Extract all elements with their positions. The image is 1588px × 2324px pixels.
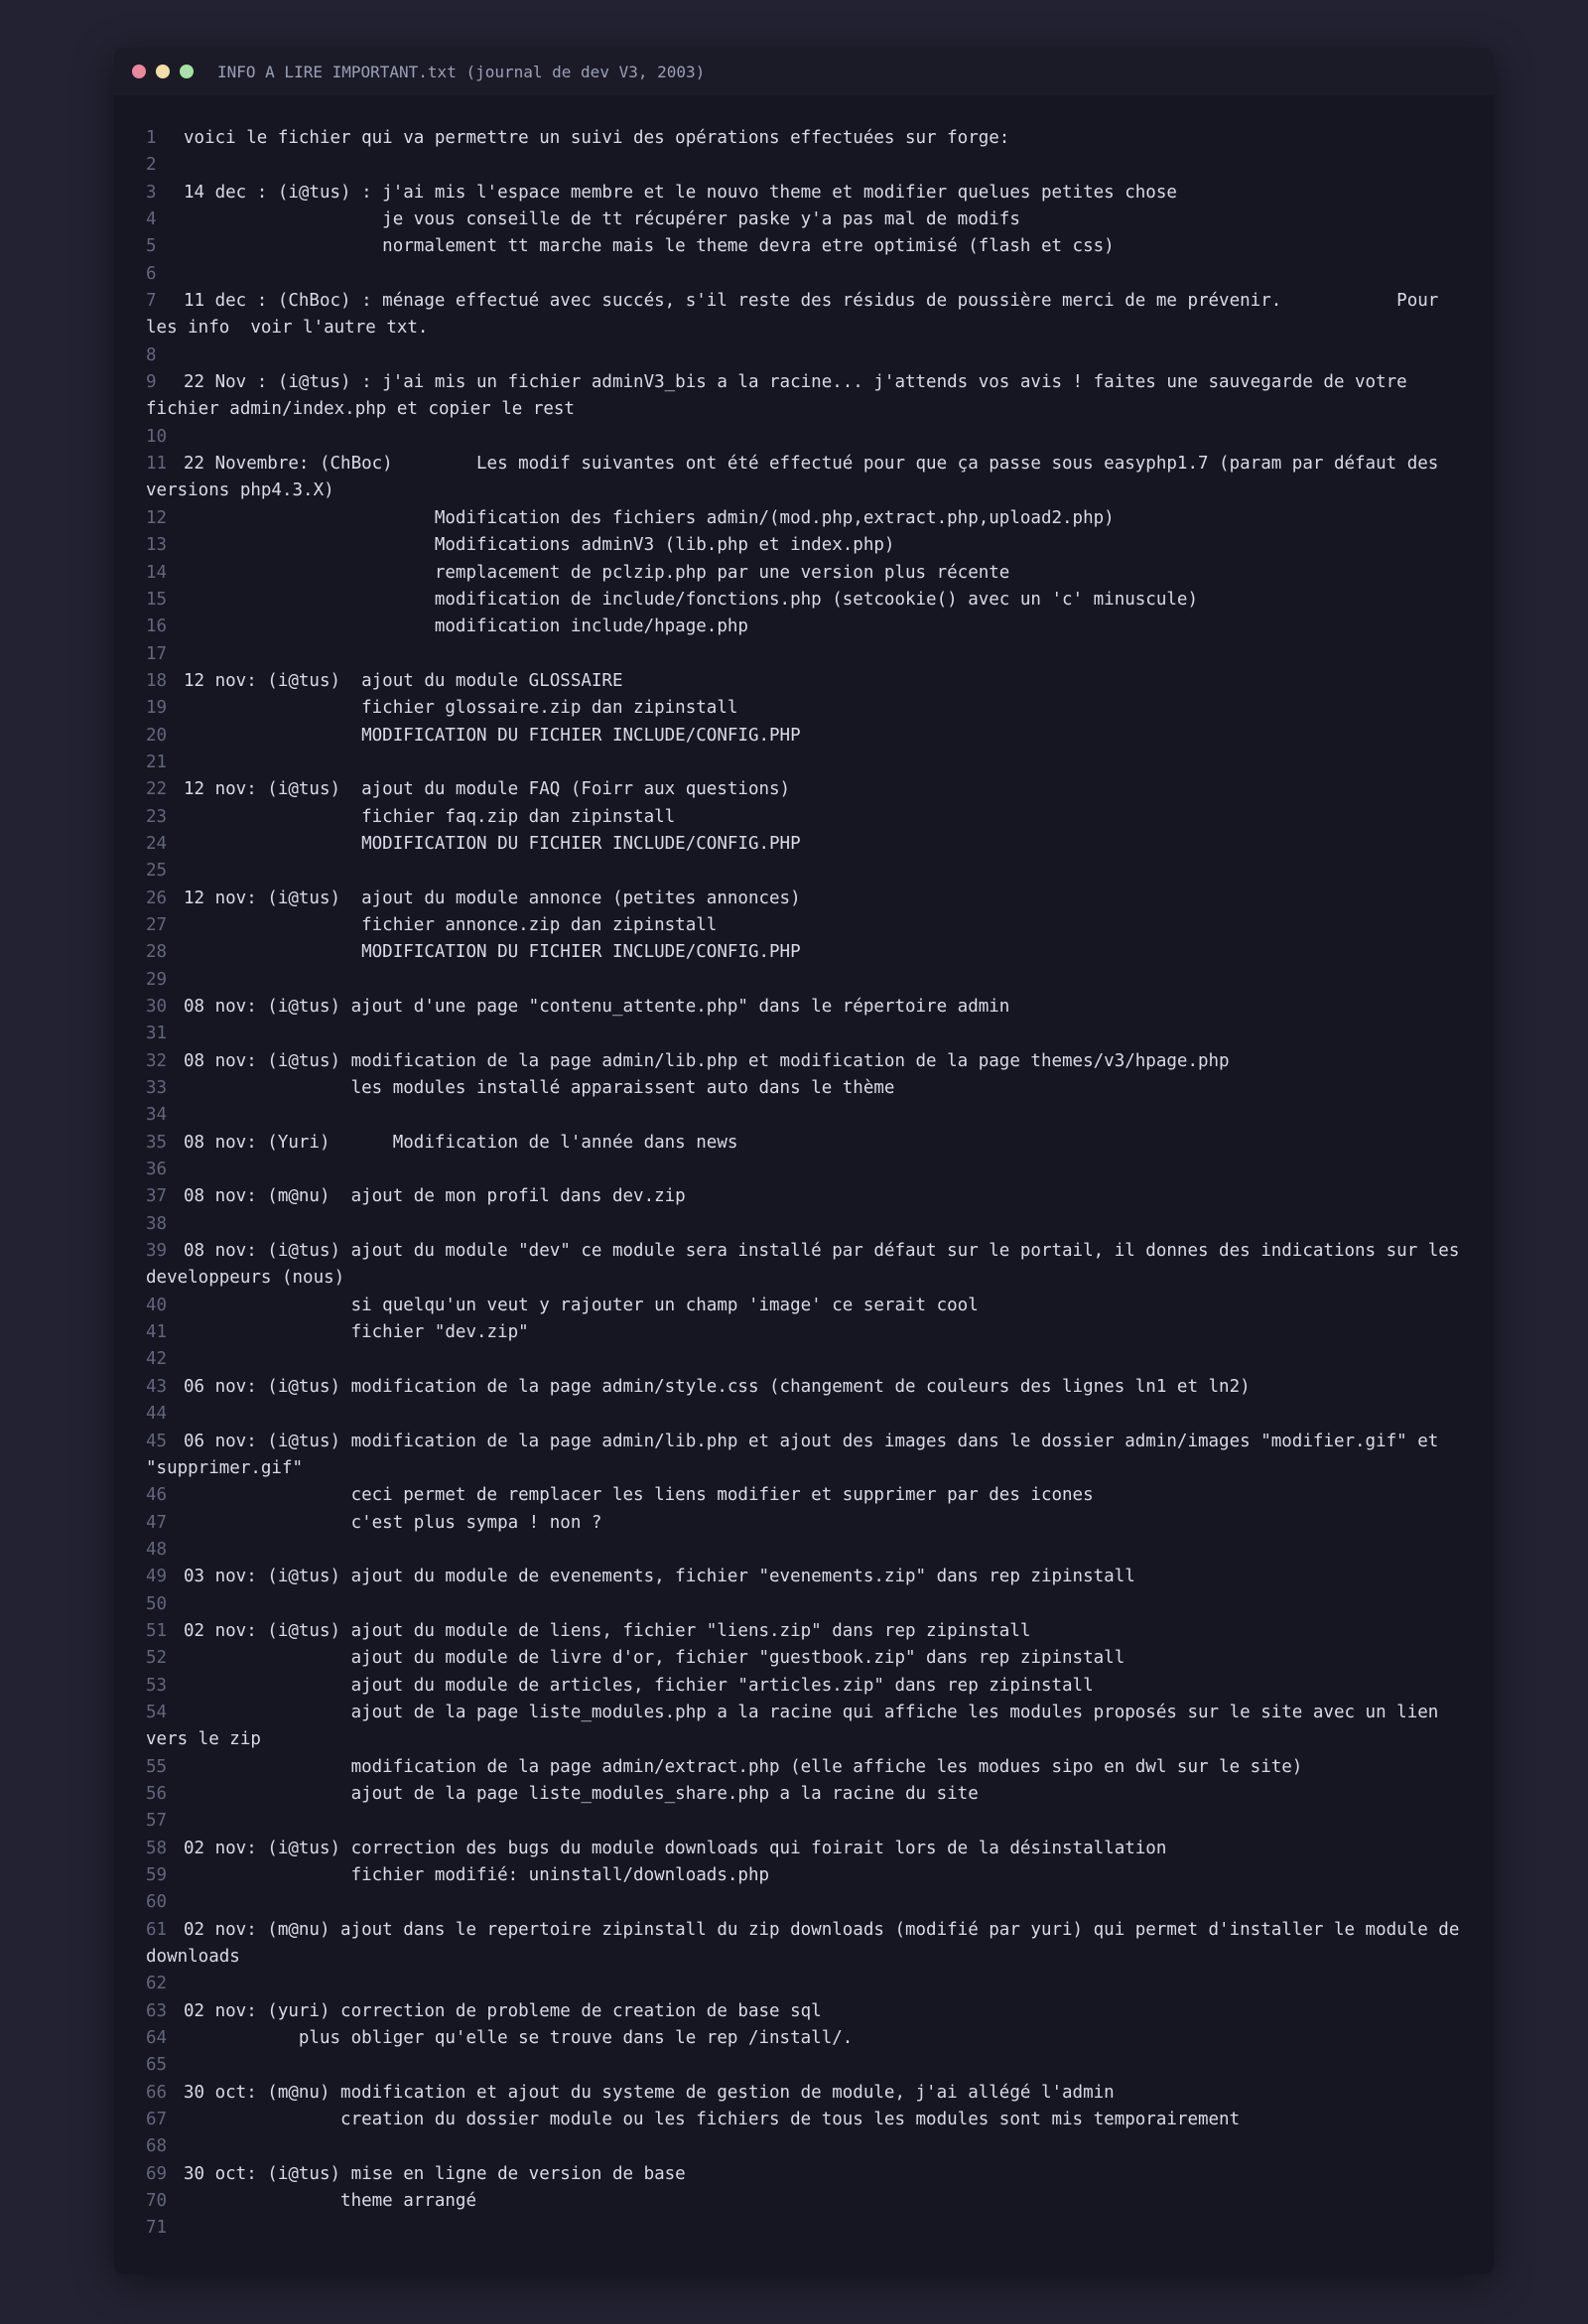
line-number: 22 bbox=[146, 779, 168, 800]
line-number: 37 bbox=[146, 1186, 168, 1207]
code-line[interactable] bbox=[146, 967, 1466, 994]
code-line[interactable] bbox=[146, 1482, 1466, 1509]
line-number: 18 bbox=[146, 670, 168, 691]
line-number: 43 bbox=[146, 1376, 168, 1397]
code-line[interactable] bbox=[146, 1374, 1466, 1401]
line-text: 08 nov: (i@tus) ajout du module "dev" ce module sera installé par défaut sur le portail, il donnes des indications sur les developpeurs (nous) bbox=[146, 1241, 1470, 1289]
code-line[interactable] bbox=[146, 180, 1466, 206]
line-text: 22 Novembre: (ChBoc) Les modif suivantes ont été effectué pour que ça passe sous easyphp1.7 (param par défaut des versions php4.3.X) bbox=[146, 454, 1449, 501]
line-text: normalement tt marche mais le theme devra etre optimisé (flash et css) bbox=[184, 236, 1115, 257]
code-line[interactable] bbox=[146, 1537, 1466, 1564]
line-number: 17 bbox=[146, 643, 168, 664]
line-number: 57 bbox=[146, 1811, 168, 1832]
code-line[interactable] bbox=[146, 288, 1466, 342]
code-line[interactable] bbox=[146, 1971, 1466, 1997]
line-text: MODIFICATION DU FICHIER INCLUDE/CONFIG.PHP bbox=[184, 725, 801, 746]
line-text: 03 nov: (i@tus) ajout du module de evenements, fichier "evenements.zip" dans rep zipinstall bbox=[184, 1567, 1135, 1587]
line-text: fichier annonce.zip dan zipinstall bbox=[184, 914, 718, 935]
code-line[interactable] bbox=[146, 668, 1466, 695]
line-number: 61 bbox=[146, 1919, 168, 1940]
line-text: remplacement de pclzip.php par une version plus récente bbox=[184, 562, 1010, 583]
line-text: les modules installé apparaissent auto dans le thème bbox=[184, 1078, 895, 1099]
line-text: ajout de la page liste_modules_share.php a la racine du site bbox=[184, 1783, 979, 1804]
line-text: fichier modifié: uninstall/downloads.php bbox=[184, 1865, 770, 1885]
line-text: modification de la page admin/extract.php (elle affiche les modues sipo en dwl sur le site) bbox=[184, 1756, 1303, 1777]
line-text: Modifications adminV3 (lib.php et index.php) bbox=[184, 535, 895, 556]
code-line[interactable] bbox=[146, 641, 1466, 668]
code-line[interactable] bbox=[146, 1998, 1466, 2025]
line-number: 69 bbox=[146, 2163, 168, 2184]
line-text: MODIFICATION DU FICHIER INCLUDE/CONFIG.PHP bbox=[184, 942, 801, 963]
line-text: MODIFICATION DU FICHIER INCLUDE/CONFIG.PHP bbox=[184, 833, 801, 854]
line-number: 7 bbox=[146, 291, 157, 312]
code-line[interactable] bbox=[146, 1889, 1466, 1916]
line-number: 12 bbox=[146, 507, 168, 528]
code-line[interactable] bbox=[146, 2188, 1466, 2215]
line-number: 41 bbox=[146, 1322, 168, 1343]
line-text: 30 oct: (m@nu) modification et ajout du systeme de gestion de module, j'ai allégé l'admin bbox=[184, 2082, 1115, 2103]
code-line[interactable] bbox=[146, 424, 1466, 451]
line-text: 14 dec : (i@tus) : j'ai mis l'espace membre et le nouvo theme et modifier quelues petites chose bbox=[184, 182, 1177, 203]
line-number: 55 bbox=[146, 1756, 168, 1777]
line-number: 23 bbox=[146, 806, 168, 827]
line-text: 08 nov: (i@tus) ajout d'une page "contenu_attente.php" dans le répertoire admin bbox=[184, 997, 1010, 1017]
code-line[interactable] bbox=[146, 1429, 1466, 1483]
code-line[interactable] bbox=[146, 505, 1466, 532]
line-number: 6 bbox=[146, 263, 157, 284]
code-line[interactable] bbox=[146, 1673, 1466, 1700]
line-number: 56 bbox=[146, 1783, 168, 1804]
line-text: plus obliger qu'elle se trouve dans le rep /install/. bbox=[184, 2028, 854, 2049]
code-line[interactable] bbox=[146, 1645, 1466, 1672]
line-number: 42 bbox=[146, 1349, 168, 1370]
line-text: 02 nov: (yuri) correction de probleme de creation de base sql bbox=[184, 2000, 822, 2021]
line-text: 22 Nov : (i@tus) : j'ai mis un fichier adminV3_bis a la racine... j'attends vos avis ! faites une sauvegarde de votre fichier admin/index.php et copier le rest bbox=[146, 372, 1418, 420]
code-line[interactable] bbox=[146, 1700, 1466, 1754]
line-text: 06 nov: (i@tus) modification de la page admin/lib.php et ajout des images dans le dossier admin/images "modifier.gif" et "supprimer.gif" bbox=[146, 1431, 1449, 1478]
editor-window bbox=[114, 48, 1494, 2274]
code-line[interactable] bbox=[146, 858, 1466, 885]
line-text: 02 nov: (i@tus) ajout du module de liens, fichier "liens.zip" dans rep zipinstall bbox=[184, 1620, 1031, 1641]
line-number: 28 bbox=[146, 942, 168, 963]
code-line[interactable] bbox=[146, 233, 1466, 260]
line-text: 11 dec : (ChBoc) : ménage effectué avec succés, s'il reste des résidus de poussière merci de me prévenir. Pour les info voir l'autre txt. bbox=[146, 291, 1449, 339]
line-number: 50 bbox=[146, 1593, 168, 1614]
line-text: modification de include/fonctions.php (setcookie() avec un 'c' minuscule) bbox=[184, 589, 1198, 610]
line-text: creation du dossier module ou les fichiers de tous les modules sont mis temporairement bbox=[184, 2110, 1241, 2130]
line-number: 10 bbox=[146, 426, 168, 447]
line-number: 35 bbox=[146, 1132, 168, 1153]
line-number: 44 bbox=[146, 1404, 168, 1425]
code-line[interactable] bbox=[146, 1781, 1466, 1808]
line-text: 08 nov: (i@tus) modification de la page admin/lib.php et modification de la page themes/v3/hpage.php bbox=[184, 1050, 1230, 1071]
line-number: 9 bbox=[146, 372, 157, 393]
line-number: 8 bbox=[146, 344, 157, 365]
code-line[interactable] bbox=[146, 1319, 1466, 1346]
code-line[interactable] bbox=[146, 1401, 1466, 1428]
line-number: 20 bbox=[146, 725, 168, 746]
line-text: 08 nov: (m@nu) ajout de mon profil dans dev.zip bbox=[184, 1186, 686, 1207]
code-line[interactable] bbox=[146, 2215, 1466, 2242]
line-number: 24 bbox=[146, 833, 168, 854]
line-text: 06 nov: (i@tus) modification de la page admin/style.css (changement de couleurs des lignes ln1 et ln2) bbox=[184, 1376, 1251, 1397]
line-number: 21 bbox=[146, 752, 168, 772]
code-line[interactable] bbox=[146, 1157, 1466, 1183]
code-line[interactable] bbox=[146, 1510, 1466, 1537]
code-line[interactable] bbox=[146, 560, 1466, 587]
minimize-window-dot[interactable] bbox=[156, 65, 170, 78]
line-number: 4 bbox=[146, 209, 157, 230]
line-number: 65 bbox=[146, 2055, 168, 2076]
line-number: 58 bbox=[146, 1838, 168, 1858]
line-text: theme arrangé bbox=[184, 2191, 477, 2212]
code-line[interactable] bbox=[146, 2025, 1466, 2052]
line-number: 64 bbox=[146, 2028, 168, 2049]
line-text: fichier faq.zip dan zipinstall bbox=[184, 806, 676, 827]
code-line[interactable] bbox=[146, 1183, 1466, 1210]
line-number: 27 bbox=[146, 914, 168, 935]
line-number: 40 bbox=[146, 1295, 168, 1315]
line-number: 49 bbox=[146, 1567, 168, 1587]
line-number: 51 bbox=[146, 1620, 168, 1641]
code-line[interactable] bbox=[146, 939, 1466, 966]
code-line[interactable] bbox=[146, 1075, 1466, 1102]
maximize-window-dot[interactable] bbox=[180, 65, 194, 78]
line-number: 38 bbox=[146, 1213, 168, 1234]
line-number: 13 bbox=[146, 535, 168, 556]
line-number: 1 bbox=[146, 128, 157, 148]
line-text: 02 nov: (i@tus) correction des bugs du module downloads qui foirait lors de la désinstallation bbox=[184, 1838, 1167, 1858]
line-number: 34 bbox=[146, 1105, 168, 1126]
line-text: 12 nov: (i@tus) ajout du module GLOSSAIRE bbox=[184, 670, 623, 691]
code-line[interactable] bbox=[146, 776, 1466, 803]
line-number: 70 bbox=[146, 2191, 168, 2212]
code-line[interactable] bbox=[146, 804, 1466, 831]
line-number: 52 bbox=[146, 1648, 168, 1669]
line-text: ceci permet de remplacer les liens modifier et supprimer par des icones bbox=[184, 1485, 1094, 1506]
line-number: 46 bbox=[146, 1485, 168, 1506]
code-line[interactable] bbox=[146, 831, 1466, 858]
code-line[interactable] bbox=[146, 532, 1466, 559]
line-number: 66 bbox=[146, 2082, 168, 2103]
code-line[interactable] bbox=[146, 125, 1466, 152]
line-number: 11 bbox=[146, 454, 168, 475]
line-number: 5 bbox=[146, 236, 157, 257]
code-line[interactable] bbox=[146, 369, 1466, 424]
line-number: 71 bbox=[146, 2218, 168, 2239]
line-text: c'est plus sympa ! non ? bbox=[184, 1512, 602, 1533]
line-number: 30 bbox=[146, 997, 168, 1017]
line-number: 15 bbox=[146, 589, 168, 610]
code-line[interactable] bbox=[146, 1862, 1466, 1889]
line-text: modification include/hpage.php bbox=[184, 616, 748, 637]
line-text: 08 nov: (Yuri) Modification de l'année dans news bbox=[184, 1132, 738, 1153]
code-line[interactable] bbox=[146, 994, 1466, 1021]
code-line[interactable] bbox=[146, 1618, 1466, 1645]
line-number: 39 bbox=[146, 1241, 168, 1262]
code-line[interactable] bbox=[146, 1808, 1466, 1835]
code-line[interactable] bbox=[146, 912, 1466, 939]
code-line[interactable] bbox=[146, 342, 1466, 369]
line-number: 36 bbox=[146, 1160, 168, 1180]
line-number: 47 bbox=[146, 1512, 168, 1533]
line-text: 12 nov: (i@tus) ajout du module FAQ (Foirr aux questions) bbox=[184, 779, 791, 800]
code-line[interactable] bbox=[146, 2133, 1466, 2160]
code-line[interactable] bbox=[146, 1102, 1466, 1129]
title-bar bbox=[114, 48, 1494, 95]
line-number: 67 bbox=[146, 2110, 168, 2130]
line-number: 3 bbox=[146, 182, 157, 203]
line-number: 16 bbox=[146, 616, 168, 637]
line-number: 53 bbox=[146, 1675, 168, 1696]
line-number: 54 bbox=[146, 1702, 168, 1722]
line-text: je vous conseille de tt récupérer paske y'a pas mal de modifs bbox=[184, 209, 1020, 230]
code-line[interactable] bbox=[146, 261, 1466, 288]
text-editor-content[interactable] bbox=[146, 125, 1470, 2243]
code-line[interactable] bbox=[146, 2080, 1466, 2107]
line-number: 63 bbox=[146, 2000, 168, 2021]
line-number: 45 bbox=[146, 1431, 168, 1451]
line-number: 59 bbox=[146, 1865, 168, 1885]
line-text: Modification des fichiers admin/(mod.php,extract.php,upload2.php) bbox=[184, 507, 1115, 528]
line-number: 60 bbox=[146, 1892, 168, 1913]
line-number: 62 bbox=[146, 1974, 168, 1994]
code-line[interactable] bbox=[146, 1754, 1466, 1781]
code-line[interactable] bbox=[146, 1048, 1466, 1075]
line-text: ajout du module de articles, fichier "articles.zip" dans rep zipinstall bbox=[184, 1675, 1094, 1696]
line-number: 14 bbox=[146, 562, 168, 583]
code-line[interactable] bbox=[146, 750, 1466, 776]
code-line[interactable] bbox=[146, 152, 1466, 179]
code-line[interactable] bbox=[146, 1021, 1466, 1047]
code-line[interactable] bbox=[146, 451, 1466, 505]
code-line[interactable] bbox=[146, 587, 1466, 614]
code-line[interactable] bbox=[146, 1591, 1466, 1618]
code-line[interactable] bbox=[146, 1917, 1470, 1972]
line-number: 2 bbox=[146, 155, 157, 176]
line-number: 68 bbox=[146, 2136, 168, 2157]
code-line[interactable] bbox=[146, 723, 1466, 750]
line-number: 48 bbox=[146, 1539, 168, 1560]
code-line[interactable] bbox=[146, 695, 1466, 722]
code-line[interactable] bbox=[146, 206, 1466, 233]
close-window-dot[interactable] bbox=[132, 65, 146, 78]
line-text: fichier glossaire.zip dan zipinstall bbox=[184, 698, 738, 719]
code-line[interactable] bbox=[146, 2107, 1466, 2133]
code-line[interactable] bbox=[146, 614, 1466, 640]
line-text: ajout de la page liste_modules.php a la racine qui affiche les modules proposés sur le site avec un lien vers le zip bbox=[146, 1702, 1449, 1750]
code-line[interactable] bbox=[146, 2052, 1466, 2079]
line-text: 30 oct: (i@tus) mise en ligne de version de base bbox=[184, 2163, 686, 2184]
line-text: si quelqu'un veut y rajouter un champ 'image' ce serait cool bbox=[184, 1295, 979, 1315]
line-text: ajout du module de livre d'or, fichier "guestbook.zip" dans rep zipinstall bbox=[184, 1648, 1125, 1669]
code-line[interactable] bbox=[146, 1836, 1466, 1862]
code-line[interactable] bbox=[146, 1130, 1466, 1157]
code-line[interactable] bbox=[146, 886, 1466, 912]
line-number: 26 bbox=[146, 888, 168, 908]
line-number: 33 bbox=[146, 1078, 168, 1099]
line-text: fichier "dev.zip" bbox=[184, 1322, 529, 1343]
code-line[interactable] bbox=[146, 1211, 1466, 1238]
code-line[interactable] bbox=[146, 2161, 1466, 2188]
line-number: 32 bbox=[146, 1050, 168, 1071]
line-number: 29 bbox=[146, 969, 168, 990]
line-number: 19 bbox=[146, 698, 168, 719]
line-number: 31 bbox=[146, 1024, 168, 1044]
code-line[interactable] bbox=[146, 1346, 1466, 1373]
code-line[interactable] bbox=[146, 1564, 1466, 1590]
line-text: 02 nov: (m@nu) ajout dans le repertoire zipinstall du zip downloads (modifié par yuri) qui permet d'installer le module de downloads bbox=[146, 1919, 1470, 1968]
window-title: INFO A LIRE IMPORTANT.txt (journal de dev V3, 2003) bbox=[217, 62, 706, 81]
code-line[interactable] bbox=[146, 1293, 1466, 1319]
code-line[interactable] bbox=[146, 1238, 1470, 1293]
line-number: 25 bbox=[146, 861, 168, 882]
line-text: 12 nov: (i@tus) ajout du module annonce (petites annonces) bbox=[184, 888, 801, 908]
line-text: voici le fichier qui va permettre un suivi des opérations effectuées sur forge: bbox=[184, 128, 1010, 148]
